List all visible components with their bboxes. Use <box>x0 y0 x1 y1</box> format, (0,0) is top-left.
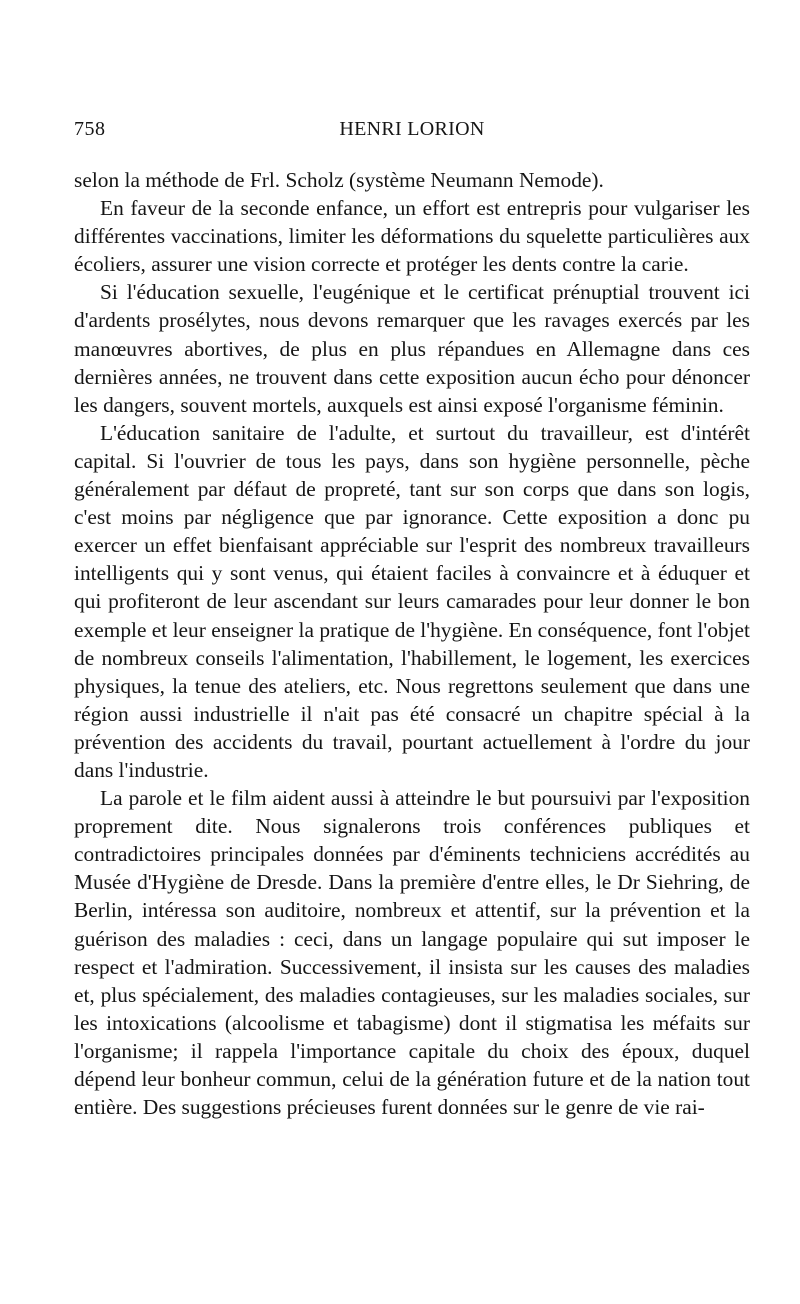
paragraph: Si l'éducation sexuelle, l'eugénique et le certificat prénuptial trouvent ici d'ardents prosélytes, nous devons remarquer que les ravages exercés par les manœuvres abortives, de plus en plus répandues en Allemagne dans ces dernières années, ne trouvent dans cette exposition aucun écho pour dénoncer les dangers, souvent mortels, auxquels est ainsi exposé l'organisme féminin. <box>74 280 750 417</box>
body-text <box>74 166 750 1121</box>
running-header <box>74 118 750 148</box>
paragraph: selon la méthode de Frl. Scholz (système Neumann Nemode). <box>74 168 604 192</box>
book-page <box>74 118 750 1121</box>
running-title: HENRI LORION <box>339 118 485 140</box>
paragraph: L'éducation sanitaire de l'adulte, et surtout du travailleur, est d'intérêt capital. Si l'ouvrier de tous les pays, dans son hygiène personnelle, pèche généralement par défaut de propreté, tant sur son corps que dans son logis, c'est moins par négligence que par ignorance. Cette exposition a donc pu exercer un effet bienfaisant appréciable sur l'esprit des nombreux travailleurs intelligents qui y sont venus, qui étaient faciles à convaincre et à éduquer et qui profiteront de leur ascendant sur leurs camarades pour leur donner le bon exemple et leur enseigner la pratique de l'hygiène. En conséquence, font l'objet de nombreux conseils l'alimentation, l'habillement, le logement, les exercices physiques, la tenue des ateliers, etc. Nous regrettons seulement que dans une région aussi industrielle il n'ait pas été consacré un chapitre spécial à la prévention des accidents du travail, pourtant actuellement à l'ordre du jour dans l'industrie. <box>74 420 750 782</box>
paragraph: La parole et le film aident aussi à atteindre le but poursuivi par l'exposition proprement dite. Nous signalerons trois conférences publiques et contradictoires principales données par d'éminents techniciens accrédités au Musée d'Hygiène de Dresde. Dans la première d'entre elles, le Dr Siehring, de Berlin, intéressa son auditoire, nombreux et attentif, sur la prévention et la guérison des maladies : ceci, dans un langage populaire qui sut imposer le respect et l'admiration. Successivement, il insista sur les causes des maladies et, plus spécialement, des maladies contagieuses, sur les maladies sociales, sur les intoxications (alcoolisme et tabagisme) dont il stigmatisa les méfaits sur l'organisme; il rappela l'importance capitale du choix des époux, duquel dépend leur bonheur commun, celui de la génération future et de la nation tout entière. Des suggestions précieuses furent données sur le genre de vie rai- <box>74 786 750 1120</box>
page-number: 758 <box>74 118 106 140</box>
paragraph: En faveur de la seconde enfance, un effort est entrepris pour vulgariser les différentes vaccinations, limiter les déformations du squelette particulières aux écoliers, assurer une vision correcte et protéger les dents contre la carie. <box>74 196 750 277</box>
